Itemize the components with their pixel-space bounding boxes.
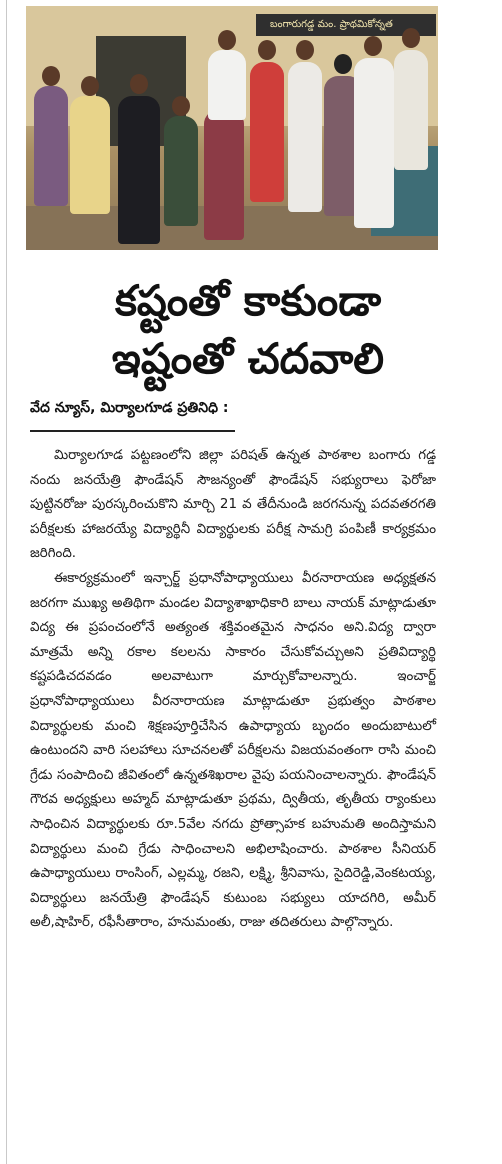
photo-person xyxy=(208,50,246,120)
photo-person-head xyxy=(218,30,236,50)
photo-person xyxy=(164,116,198,226)
photo-person xyxy=(394,50,428,170)
byline-underline xyxy=(30,430,235,432)
photo-person-head xyxy=(130,74,148,94)
paragraph: ఈకార్యక్రమంలో ఇన్చార్జ్ ప్రధానోపాధ్యాయులు వీరనారాయణ అధ్యక్షతన జరగగా ముఖ్య అతిథిగా మండల విద్యాశాఖాధికారి బాలు నాయక్ మాట్లాడుతూ విద్య ఈ ప్రపంచంలోనే అత్యంత శక్తివంతమైన సాధనం అని.విద్య ద్వారా మాత్రమే అన్ని రకాల కలలను సాకారం చేసుకోవచ్చుఅని ప్రతివిద్యార్థి కష్టపడిచదవడం అలవాటుగా మార్చుకోవాలన్నారు. ఇంచార్జ్ ప్రధానోపాధ్యాయులు వీరనారాయణ మాట్లాడుతూ ప్రభుత్వం పాఠశాల విద్యార్థులకు మంచి శిక్షణపూర్తిచేసిన ఉపాధ్యాయ బృందం అందుబాటులో ఉంటుందని వారి సలహాలు సూచనలతో పరీక్షలను విజయవంతంగా రాసి మంచి గ్రేడు సంపాదించి జీవితంలో ఉన్నతశిఖరాల వైపు పయనించాలన్నారు. ఫౌండేషన్ గౌరవ అధ్యక్షులు అహ్మద్ మాట్లాడుతూ ప్రథమ, ద్వితీయ, తృతీయ ర్యాంకులు సాధించిన విద్యార్థులకు రూ.5వేల నగదు ప్రోత్సాహక బహుమతి అందిస్తామని విద్యార్థులు మంచి గ్రేడు సాధించాలని అభిలాషించారు. పాఠశాల సీనియర్ ఉపాధ్యాయులు రాంసింగ్, ఎల్లమ్మ, రజని, లక్ష్మి, శ్రీనివాసు, సైదిరెడ్డి,వెంకటయ్య, విద్యార్థులు జనయేత్రి ఫౌండేషన్ కుటుంబ సభ్యులు యాదగిరి, అమీర్ అలీ,షాహిర్, రఫీసీతారాం, హనుమంతు, రాజు తదితరులు పాల్గొన్నారు. xyxy=(30,570,436,931)
photo-person-head xyxy=(172,96,190,116)
byline: వేద న్యూస్, మిర్యాలగూడ ప్రతినిధి : xyxy=(30,400,229,416)
paragraph: మిర్యాలగూడ పట్టణంలోని జిల్లా పరిషత్ ఉన్నత పాఠశాల బంగారు గడ్డ నందు జనయేత్రి ఫౌండేషన్ సౌజన్యంతో ఫౌండేషన్ సభ్యురాలు ఫెరోజా పుట్టినరోజు పురస్కరించుకొని మార్చి 21 వ తేదీనుండి జరగనున్న పదవతరగతి పరీక్షలకు హాజరయ్యే విద్యార్థినీ విద్యార్థులకు పరీక్ష సామగ్రి పంపిణీ కార్యక్రమం జరిగింది. xyxy=(30,448,436,562)
column-divider xyxy=(6,0,7,1164)
photo-person xyxy=(354,58,394,228)
news-photo xyxy=(26,6,438,250)
photo-person xyxy=(34,86,68,206)
photo-person-head xyxy=(81,76,99,96)
headline-line-1: కష్టంతో కాకుండా xyxy=(114,276,382,325)
photo-person xyxy=(288,62,322,212)
photo-person-head xyxy=(296,40,314,60)
article-body xyxy=(30,444,436,936)
photo-person xyxy=(70,96,110,214)
photo-person-head xyxy=(42,66,60,86)
photo-person-head xyxy=(364,36,382,56)
photo-person xyxy=(204,110,244,240)
photo-person-head xyxy=(402,28,420,48)
photo-person-head xyxy=(334,54,352,74)
photo-banner: బంగారుగడ్డ మం. ప్రాథమికోన్నత xyxy=(256,14,436,36)
photo-person-head xyxy=(258,40,276,60)
photo-person xyxy=(118,96,160,244)
headline-line-2: ఇష్టంతో చదవాలి xyxy=(111,334,385,383)
article-headline xyxy=(28,272,468,388)
photo-person xyxy=(250,62,284,202)
